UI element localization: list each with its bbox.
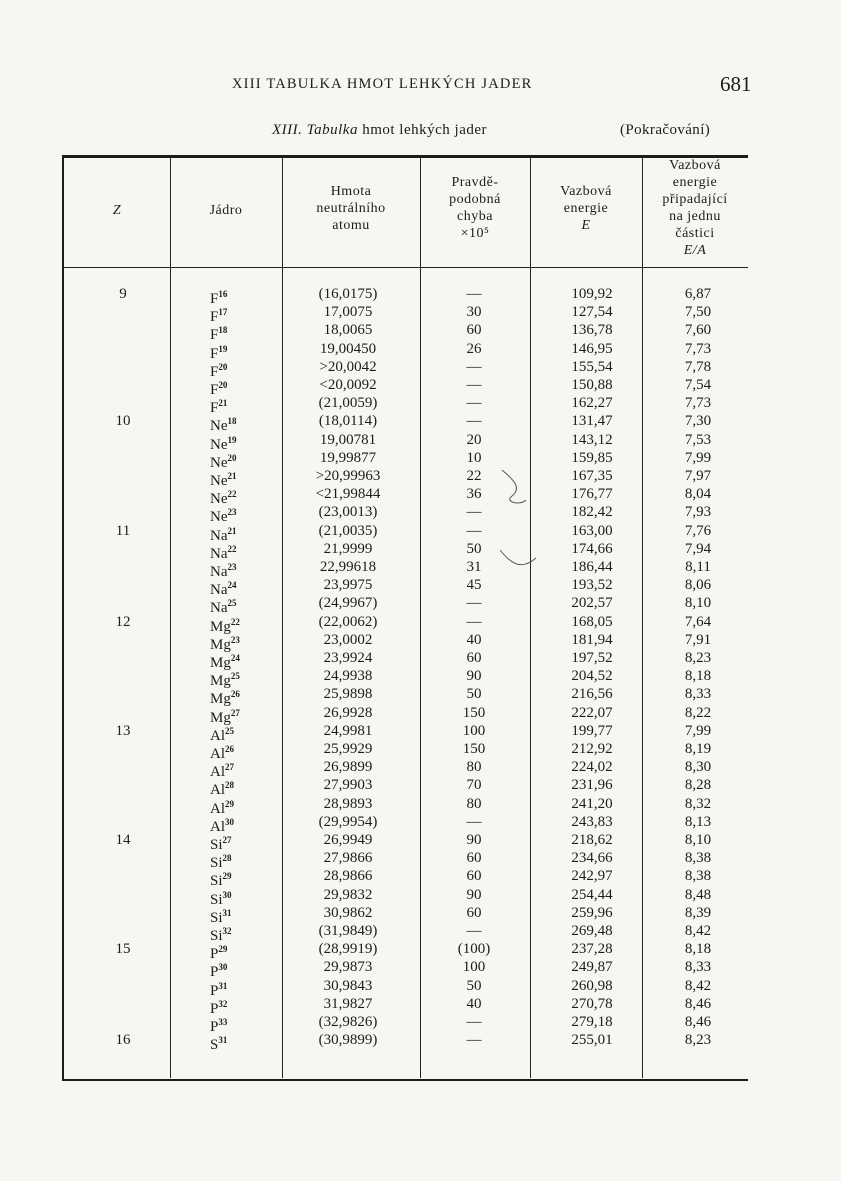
probable-error-cell: — bbox=[466, 813, 482, 830]
probable-error-cell: 70 bbox=[466, 777, 482, 794]
probable-error-cell: 80 bbox=[466, 795, 482, 812]
atomic-mass-cell: >20,99963 bbox=[315, 468, 381, 484]
element-symbol: P bbox=[210, 982, 219, 999]
mass-number: 21 bbox=[227, 471, 237, 481]
element-symbol: F bbox=[210, 327, 219, 344]
probable-error-cell: 150 bbox=[462, 741, 486, 757]
probable-error-cell: 90 bbox=[466, 668, 482, 685]
mass-number: 31 bbox=[218, 980, 228, 991]
binding-energy-per-nucleon-cell: 6,87 bbox=[684, 286, 712, 302]
element-symbol: Si bbox=[210, 891, 223, 908]
atomic-mass-cell: 23,0002 bbox=[323, 631, 373, 648]
header-line: atomu bbox=[332, 218, 370, 233]
binding-energy-cell: 259,96 bbox=[571, 904, 613, 921]
binding-energy-cell: 162,27 bbox=[571, 395, 613, 412]
pencil-mark-icon bbox=[500, 470, 550, 580]
binding-energy-cell: 204,52 bbox=[571, 668, 613, 685]
header-line: chyba bbox=[457, 209, 493, 224]
binding-energy-cell: 270,78 bbox=[571, 995, 613, 1012]
binding-energy-per-nucleon-cell: 8,19 bbox=[684, 741, 712, 757]
binding-energy-per-nucleon-cell: 8,33 bbox=[684, 959, 712, 976]
header-line: E/A bbox=[683, 243, 707, 258]
binding-energy-per-nucleon-cell: 8,18 bbox=[684, 941, 712, 958]
mass-number: 19 bbox=[218, 343, 228, 354]
atomic-mass-cell: 21,9999 bbox=[323, 540, 373, 557]
probable-error-cell: 26 bbox=[466, 340, 482, 357]
mass-number: 28 bbox=[222, 853, 232, 864]
mass-number: 20 bbox=[227, 452, 237, 463]
header-rule bbox=[64, 267, 748, 268]
atomic-mass-cell: 22,99618 bbox=[319, 559, 377, 575]
binding-energy-per-nucleon-cell: 7,91 bbox=[684, 631, 712, 648]
atomic-number-cell: 15 bbox=[115, 941, 131, 958]
probable-error-cell: 31 bbox=[466, 559, 482, 575]
atomic-mass-cell: 19,99877 bbox=[319, 449, 377, 466]
binding-energy-per-nucleon-cell: 7,99 bbox=[684, 722, 712, 739]
mass-number: 29 bbox=[222, 871, 232, 882]
binding-energy-cell: 155,54 bbox=[571, 358, 613, 375]
binding-energy-cell: 199,77 bbox=[571, 722, 613, 739]
running-head: XIII TABULKA HMOT LEHKÝCH JADER bbox=[232, 76, 533, 92]
atomic-mass-cell: 28,9893 bbox=[323, 795, 373, 812]
binding-energy-per-nucleon-cell: 8,06 bbox=[684, 577, 712, 594]
atomic-mass-cell: (28,9919) bbox=[318, 941, 378, 958]
binding-energy-per-nucleon-cell: 8,48 bbox=[684, 886, 712, 903]
binding-energy-cell: 249,87 bbox=[571, 959, 613, 976]
element-symbol: Mg bbox=[210, 673, 231, 690]
mass-number: 22 bbox=[227, 489, 237, 500]
probable-error-cell: 60 bbox=[466, 322, 482, 339]
header-line: ×10⁵ bbox=[460, 226, 490, 241]
probable-error-cell: 20 bbox=[466, 431, 482, 448]
binding-energy-per-nucleon-cell: 8,04 bbox=[684, 486, 712, 503]
element-symbol: Mg bbox=[210, 709, 231, 726]
binding-energy-cell: 181,94 bbox=[571, 631, 613, 648]
probable-error-cell: — bbox=[466, 286, 482, 302]
mass-number: 29 bbox=[218, 944, 228, 955]
atomic-mass-cell: 28,9866 bbox=[323, 868, 373, 885]
mass-number: 33 bbox=[218, 1017, 228, 1027]
atomic-mass-cell: 17,0075 bbox=[323, 304, 373, 321]
binding-energy-per-nucleon-cell: 8,22 bbox=[684, 704, 712, 721]
mass-number: 31 bbox=[218, 1035, 228, 1046]
probable-error-cell: — bbox=[466, 1014, 482, 1030]
binding-energy-cell: 234,66 bbox=[571, 850, 613, 867]
element-symbol: Na bbox=[210, 564, 228, 580]
atomic-mass-cell: 26,9949 bbox=[323, 832, 373, 848]
element-symbol: F bbox=[210, 291, 219, 307]
element-symbol: S bbox=[210, 1037, 219, 1054]
binding-energy-cell: 260,98 bbox=[571, 977, 613, 994]
atomic-number-cell: 11 bbox=[115, 522, 131, 539]
probable-error-cell: 60 bbox=[466, 850, 482, 867]
atomic-number-cell: 9 bbox=[119, 286, 127, 302]
header-line: podobná bbox=[449, 192, 501, 207]
element-symbol: Na bbox=[210, 527, 228, 544]
element-symbol: Mg bbox=[210, 691, 231, 708]
probable-error-cell: 50 bbox=[466, 540, 482, 557]
binding-energy-cell: 254,44 bbox=[571, 886, 613, 903]
binding-energy-per-nucleon-cell: 8,13 bbox=[684, 813, 712, 830]
binding-energy-cell: 146,95 bbox=[571, 340, 613, 357]
element-symbol: F bbox=[210, 400, 219, 417]
mass-number: 22 bbox=[230, 616, 240, 627]
atomic-mass-cell: 27,9866 bbox=[323, 850, 373, 867]
probable-error-cell: (100) bbox=[457, 941, 491, 958]
nucleus-cell bbox=[210, 1029, 270, 1056]
atomic-mass-cell: (21,0035) bbox=[318, 522, 378, 539]
mass-number: 18 bbox=[227, 416, 237, 427]
probable-error-cell: 90 bbox=[466, 886, 482, 903]
probable-error-cell: 60 bbox=[466, 904, 482, 921]
atomic-mass-cell: (31,9849) bbox=[318, 923, 378, 939]
binding-energy-cell: 212,92 bbox=[571, 741, 613, 757]
element-symbol: Si bbox=[210, 873, 223, 890]
mass-number: 20 bbox=[218, 361, 228, 372]
binding-energy-per-nucleon-cell: 8,10 bbox=[684, 832, 712, 848]
binding-energy-cell: 182,42 bbox=[571, 504, 613, 521]
probable-error-cell: — bbox=[466, 613, 482, 630]
probable-error-cell: — bbox=[466, 595, 482, 612]
binding-energy-per-nucleon-cell: 8,42 bbox=[684, 977, 712, 994]
header-probable-error bbox=[420, 174, 530, 242]
header-line: na jednu bbox=[669, 209, 721, 224]
probable-error-cell: 100 bbox=[462, 959, 486, 976]
atomic-mass-cell: 23,9924 bbox=[323, 650, 373, 666]
binding-energy-cell: 127,54 bbox=[571, 304, 613, 321]
binding-energy-per-nucleon-cell: 7,50 bbox=[684, 304, 712, 321]
atomic-mass-cell: (29,9954) bbox=[318, 813, 378, 830]
binding-energy-cell: 159,85 bbox=[571, 449, 613, 466]
binding-energy-per-nucleon-cell: 8,23 bbox=[684, 1032, 712, 1049]
binding-energy-cell: 193,52 bbox=[571, 577, 613, 594]
element-symbol: Al bbox=[210, 746, 225, 762]
binding-energy-per-nucleon-cell: 7,78 bbox=[684, 358, 712, 375]
element-symbol: Ne bbox=[210, 454, 228, 471]
header-z: Z bbox=[112, 203, 122, 218]
element-symbol: Ne bbox=[210, 509, 228, 526]
probable-error-cell: 45 bbox=[466, 577, 482, 594]
binding-energy-per-nucleon-cell: 7,93 bbox=[684, 504, 712, 521]
element-symbol: P bbox=[210, 964, 219, 981]
element-symbol: Na bbox=[210, 600, 228, 617]
binding-energy-cell: 150,88 bbox=[571, 377, 613, 393]
binding-energy-cell: 174,66 bbox=[571, 540, 613, 557]
atomic-mass-cell: 31,9827 bbox=[323, 995, 373, 1012]
atomic-mass-cell: 19,00781 bbox=[319, 431, 377, 448]
element-symbol: Mg bbox=[210, 636, 231, 653]
binding-energy-per-nucleon-cell: 8,11 bbox=[685, 559, 711, 575]
binding-energy-cell: 131,47 bbox=[571, 413, 613, 430]
binding-energy-per-nucleon-cell: 8,18 bbox=[684, 668, 712, 685]
mass-number: 20 bbox=[218, 380, 228, 390]
element-symbol: F bbox=[210, 363, 219, 380]
binding-energy-cell: 109,92 bbox=[571, 286, 613, 302]
atomic-mass-cell: <20,0092 bbox=[319, 377, 377, 393]
binding-energy-per-nucleon-cell: 7,53 bbox=[684, 431, 712, 448]
atomic-mass-cell: (22,0062) bbox=[318, 613, 378, 630]
binding-energy-cell: 143,12 bbox=[571, 431, 613, 448]
atomic-number-cell: 12 bbox=[115, 613, 131, 630]
binding-energy-cell: 163,00 bbox=[571, 522, 613, 539]
binding-energy-cell: 168,05 bbox=[571, 613, 613, 630]
probable-error-cell: 90 bbox=[466, 832, 482, 848]
element-symbol: Mg bbox=[210, 618, 231, 635]
mass-number: 30 bbox=[218, 962, 228, 973]
atomic-mass-cell: >20,0042 bbox=[319, 358, 377, 375]
binding-energy-per-nucleon-cell: 7,30 bbox=[684, 413, 712, 430]
probable-error-cell: — bbox=[466, 1032, 482, 1049]
binding-energy-per-nucleon-cell: 8,32 bbox=[684, 795, 712, 812]
element-symbol: Na bbox=[210, 582, 228, 599]
atomic-mass-cell: (18,0114) bbox=[318, 413, 378, 430]
mass-number: 31 bbox=[222, 907, 232, 918]
header-line: E bbox=[581, 218, 591, 233]
atomic-mass-cell: 26,9928 bbox=[323, 704, 373, 721]
probable-error-cell: 40 bbox=[466, 995, 482, 1012]
binding-energy-per-nucleon-cell: 7,60 bbox=[684, 322, 712, 339]
probable-error-cell: — bbox=[466, 504, 482, 521]
element-symbol: Al bbox=[210, 727, 225, 744]
element-symbol: Ne bbox=[210, 473, 228, 489]
header-mass bbox=[282, 183, 420, 234]
probable-error-cell: — bbox=[466, 923, 482, 939]
mass-number: 16 bbox=[218, 289, 228, 299]
binding-energy-per-nucleon-cell: 8,38 bbox=[684, 850, 712, 867]
mass-number: 24 bbox=[227, 580, 237, 591]
atomic-mass-cell: (30,9899) bbox=[318, 1032, 378, 1049]
header-line: neutrálního bbox=[316, 201, 386, 216]
mass-number: 32 bbox=[222, 926, 232, 936]
binding-energy-per-nucleon-cell: 8,23 bbox=[684, 650, 712, 666]
element-symbol: Si bbox=[210, 909, 223, 926]
header-line: Vazbová bbox=[560, 184, 612, 199]
binding-energy-per-nucleon-cell: 7,64 bbox=[684, 613, 712, 630]
binding-energy-per-nucleon-cell: 7,54 bbox=[684, 377, 712, 393]
probable-error-cell: — bbox=[466, 377, 482, 393]
mass-number: 27 bbox=[230, 707, 240, 718]
element-symbol: Si bbox=[210, 928, 223, 944]
binding-energy-cell: 224,02 bbox=[571, 759, 613, 776]
probable-error-cell: — bbox=[466, 395, 482, 412]
probable-error-cell: — bbox=[466, 358, 482, 375]
binding-energy-cell: 218,62 bbox=[571, 832, 613, 848]
atomic-mass-cell: (32,9826) bbox=[318, 1014, 378, 1030]
mass-number: 32 bbox=[218, 998, 228, 1009]
table-caption-text: hmot lehkých jader bbox=[357, 122, 487, 138]
header-nucleus: Jádro bbox=[209, 203, 243, 218]
probable-error-cell: 50 bbox=[466, 686, 482, 703]
binding-energy-cell: 197,52 bbox=[571, 650, 613, 666]
mass-number: 29 bbox=[225, 798, 234, 809]
probable-error-cell: 22 bbox=[466, 468, 482, 484]
atomic-mass-cell: (16,0175) bbox=[318, 286, 378, 302]
atomic-mass-cell: 25,9929 bbox=[323, 741, 373, 757]
binding-energy-per-nucleon-cell: 7,97 bbox=[684, 468, 712, 484]
mass-number: 30 bbox=[222, 889, 232, 900]
mass-number: 26 bbox=[230, 689, 240, 700]
atomic-mass-cell: 23,9975 bbox=[323, 577, 373, 594]
atomic-mass-cell: (23,0013) bbox=[318, 504, 378, 521]
atomic-mass-cell: <21,99844 bbox=[315, 486, 381, 503]
element-symbol: P bbox=[210, 1000, 219, 1017]
header-line: připadající bbox=[662, 192, 728, 207]
binding-energy-per-nucleon-cell: 7,94 bbox=[684, 540, 712, 557]
element-symbol: Si bbox=[210, 855, 223, 872]
continued-note: (Pokračování) bbox=[620, 122, 711, 138]
probable-error-cell: 80 bbox=[466, 759, 482, 776]
binding-energy-per-nucleon-cell: 8,28 bbox=[684, 777, 712, 794]
header-line: Vazbová bbox=[669, 158, 721, 173]
binding-energy-per-nucleon-cell: 7,99 bbox=[684, 449, 712, 466]
atomic-mass-cell: 27,9903 bbox=[323, 777, 373, 794]
probable-error-cell: 36 bbox=[466, 486, 482, 503]
binding-energy-cell: 167,35 bbox=[571, 468, 613, 484]
atomic-number-cell: 10 bbox=[115, 413, 131, 430]
header-line: energie bbox=[672, 175, 718, 190]
mass-number: 23 bbox=[227, 562, 237, 572]
probable-error-cell: 50 bbox=[466, 977, 482, 994]
header-line: Pravdě- bbox=[451, 175, 499, 190]
mass-number: 25 bbox=[230, 671, 240, 682]
element-symbol: Mg bbox=[210, 655, 231, 671]
atomic-mass-cell: 30,9843 bbox=[323, 977, 373, 994]
mass-number: 21 bbox=[227, 525, 237, 536]
probable-error-cell: 60 bbox=[466, 868, 482, 885]
mass-number: 19 bbox=[227, 434, 237, 445]
element-symbol: P bbox=[210, 1019, 219, 1035]
element-symbol: F bbox=[210, 382, 219, 398]
atomic-mass-cell: 29,9832 bbox=[323, 886, 373, 903]
binding-energy-per-nucleon-cell: 8,46 bbox=[684, 1014, 712, 1030]
binding-energy-per-nucleon-cell: 7,73 bbox=[684, 395, 712, 412]
header-line: částici bbox=[675, 226, 715, 241]
mass-number: 18 bbox=[218, 325, 228, 336]
binding-energy-per-nucleon-cell: 8,42 bbox=[684, 923, 712, 939]
element-symbol: P bbox=[210, 946, 219, 963]
header-line: Hmota bbox=[330, 184, 372, 199]
binding-energy-cell: 186,44 bbox=[571, 559, 613, 575]
binding-energy-cell: 279,18 bbox=[571, 1014, 613, 1030]
binding-energy-cell: 237,28 bbox=[571, 941, 613, 958]
binding-energy-per-nucleon-cell: 8,38 bbox=[684, 868, 712, 885]
atomic-mass-cell: 30,9862 bbox=[323, 904, 373, 921]
mass-number: 27 bbox=[225, 762, 234, 773]
atomic-mass-cell: 18,0065 bbox=[323, 322, 373, 339]
element-symbol: Ne bbox=[210, 436, 228, 453]
binding-energy-cell: 202,57 bbox=[571, 595, 613, 612]
binding-energy-cell: 216,56 bbox=[571, 686, 613, 703]
element-symbol: Na bbox=[210, 545, 228, 562]
page-number: 681 bbox=[720, 72, 752, 96]
atomic-mass-cell: 26,9899 bbox=[323, 759, 373, 776]
binding-energy-per-nucleon-cell: 7,76 bbox=[684, 522, 712, 539]
element-symbol: F bbox=[210, 345, 219, 362]
atomic-mass-cell: 25,9898 bbox=[323, 686, 373, 703]
table-caption-number: XIII. Tabulka bbox=[272, 122, 358, 138]
element-symbol: Si bbox=[210, 837, 223, 853]
atomic-mass-cell: (24,9967) bbox=[318, 595, 378, 612]
element-symbol: Al bbox=[210, 800, 225, 817]
mass-number: 26 bbox=[225, 744, 234, 754]
binding-energy-cell: 231,96 bbox=[571, 777, 613, 794]
binding-energy-cell: 269,48 bbox=[571, 923, 613, 939]
probable-error-cell: 60 bbox=[466, 650, 482, 666]
binding-energy-per-nucleon-cell: 8,30 bbox=[684, 759, 712, 776]
element-symbol: F bbox=[210, 309, 219, 326]
binding-energy-per-nucleon-cell: 7,73 bbox=[684, 340, 712, 357]
binding-energy-cell: 176,77 bbox=[571, 486, 613, 503]
element-symbol: Ne bbox=[210, 491, 228, 508]
probable-error-cell: 30 bbox=[466, 304, 482, 321]
binding-energy-per-nucleon-cell: 8,46 bbox=[684, 995, 712, 1012]
atomic-mass-cell: (21,0059) bbox=[318, 395, 378, 412]
binding-energy-per-nucleon-cell: 8,10 bbox=[684, 595, 712, 612]
binding-energy-cell: 242,97 bbox=[571, 868, 613, 885]
element-symbol: Ne bbox=[210, 418, 228, 435]
table-row bbox=[64, 1029, 748, 1054]
binding-energy-cell: 243,83 bbox=[571, 813, 613, 830]
mass-number: 21 bbox=[218, 398, 228, 409]
binding-energy-per-nucleon-cell: 8,33 bbox=[684, 686, 712, 703]
mass-number: 27 bbox=[222, 835, 232, 845]
mass-number: 25 bbox=[225, 725, 234, 736]
mass-number: 25 bbox=[227, 598, 237, 609]
binding-energy-cell: 255,01 bbox=[571, 1032, 613, 1049]
atomic-mass-cell: 19,00450 bbox=[319, 340, 377, 357]
atomic-mass-cell: 24,9981 bbox=[323, 722, 373, 739]
probable-error-cell: 40 bbox=[466, 631, 482, 648]
mass-number: 23 bbox=[230, 634, 240, 645]
binding-energy-per-nucleon-cell: 8,39 bbox=[684, 904, 712, 921]
element-symbol: Al bbox=[210, 782, 225, 799]
probable-error-cell: — bbox=[466, 522, 482, 539]
mass-number: 17 bbox=[218, 307, 228, 318]
element-symbol: Al bbox=[210, 818, 225, 835]
mass-number: 22 bbox=[227, 543, 237, 554]
probable-error-cell: 150 bbox=[462, 704, 486, 721]
header-binding-energy bbox=[530, 183, 642, 234]
probable-error-cell: 10 bbox=[466, 449, 482, 466]
header-binding-energy-per-nucleon bbox=[642, 157, 748, 259]
atomic-mass-cell: 29,9873 bbox=[323, 959, 373, 976]
mass-number: 28 bbox=[225, 780, 234, 791]
atomic-mass-cell: 24,9938 bbox=[323, 668, 373, 685]
table-caption bbox=[272, 122, 487, 139]
header-line: energie bbox=[563, 201, 609, 216]
atomic-number-cell: 14 bbox=[115, 832, 131, 848]
binding-energy-cell: 222,07 bbox=[571, 704, 613, 721]
mass-number: 23 bbox=[227, 507, 237, 518]
atomic-number-cell: 13 bbox=[115, 722, 131, 739]
mass-number: 30 bbox=[225, 816, 234, 827]
binding-energy-cell: 136,78 bbox=[571, 322, 613, 339]
binding-energy-cell: 241,20 bbox=[571, 795, 613, 812]
probable-error-cell: — bbox=[466, 413, 482, 430]
probable-error-cell: 100 bbox=[462, 722, 486, 739]
element-symbol: Al bbox=[210, 764, 225, 781]
mass-number: 24 bbox=[230, 653, 240, 663]
atomic-number-cell: 16 bbox=[115, 1032, 131, 1049]
